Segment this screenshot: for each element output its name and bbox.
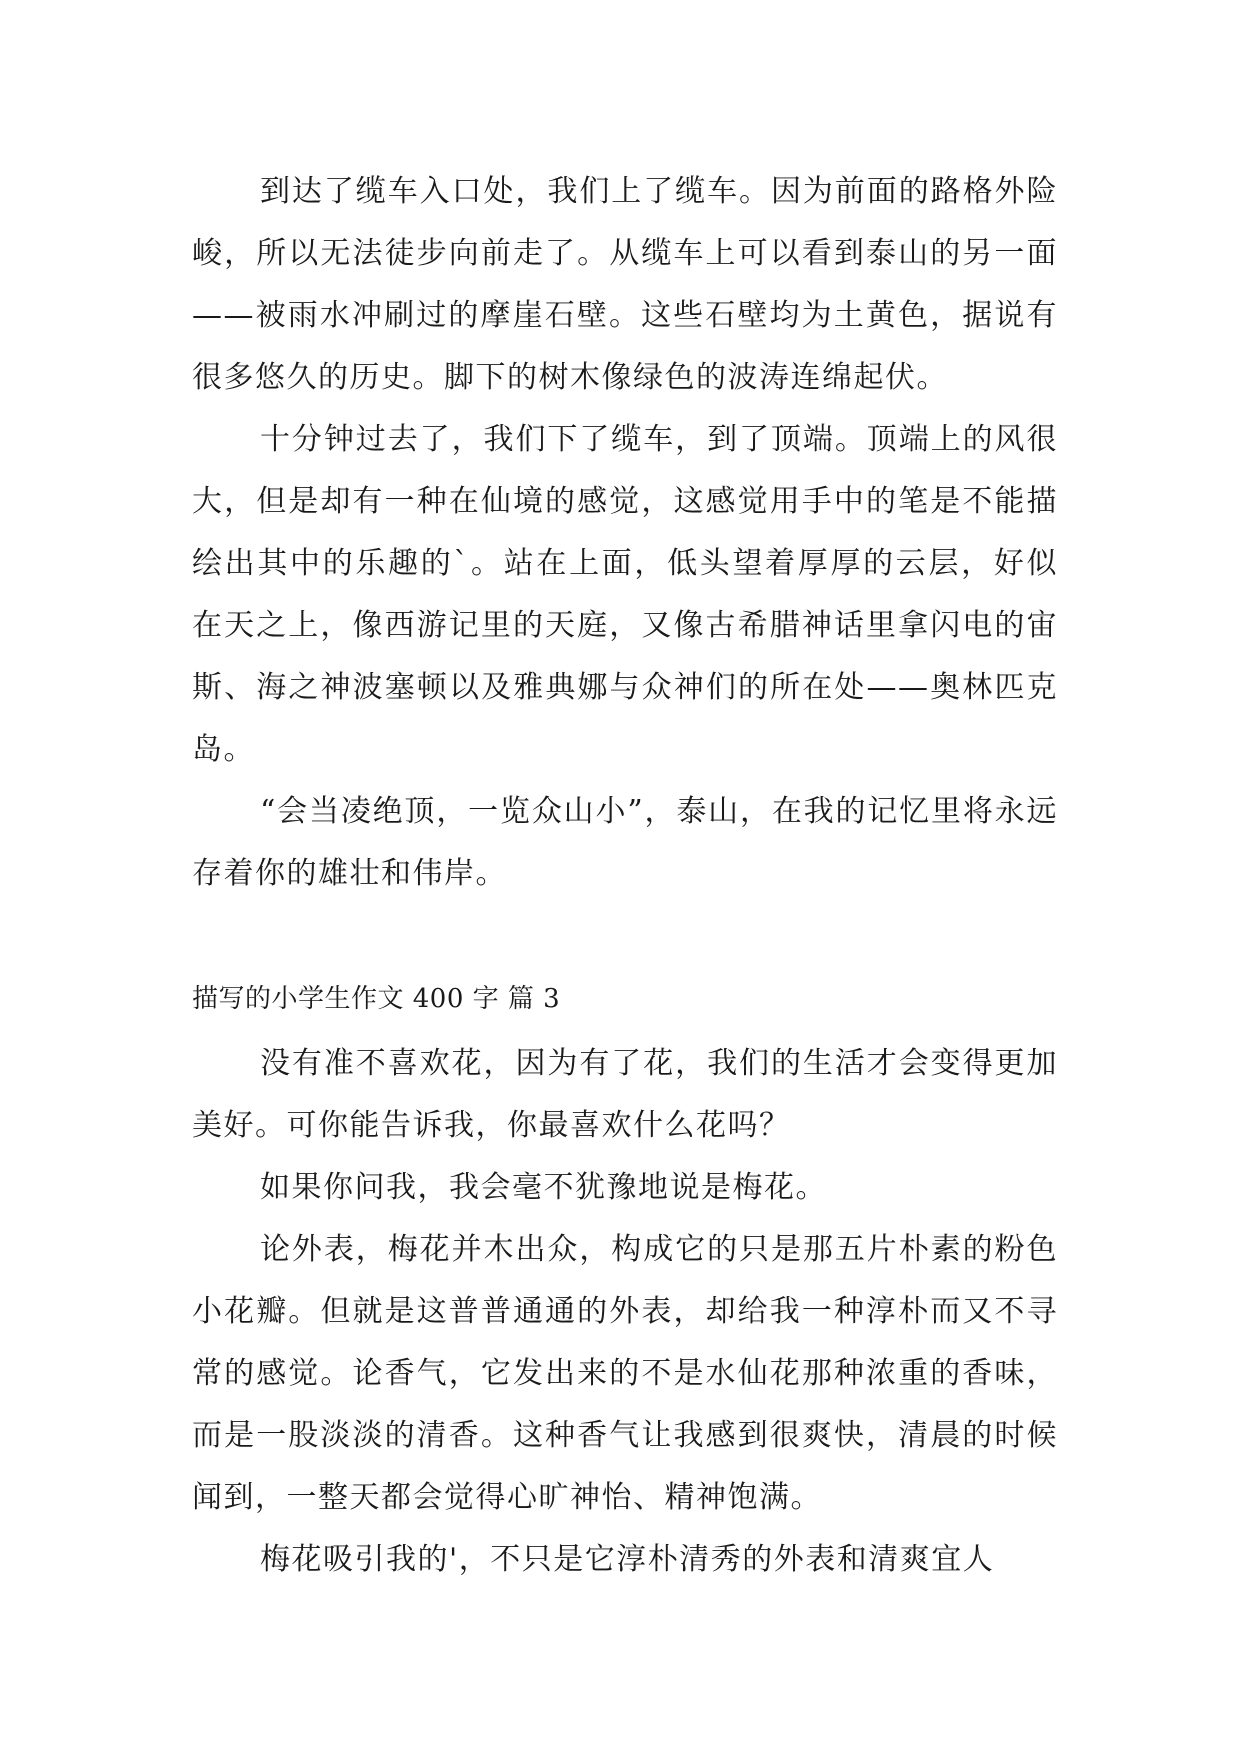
paragraph: 如果你问我，我会毫不犹豫地说是梅花。 [260,1170,827,1205]
paragraph: 没有准不喜欢花，因为有了花，我们的生活才会变得更加美好。可你能告诉我，你最喜欢什么花吗？ [192,1046,1058,1143]
paragraph: 论外表，梅花并木出众，构成它的只是那五片朴素的粉色小花瓣。但就是这普普通通的外表，却给我一种淳朴而又不寻常的感觉。论香气，它发出来的不是水仙花那种浓重的香味，而是一股淡淡的清香。这种香气让我感到很爽快，清晨的时候闻到，一整天都会觉得心旷神怡、精神饱满。 [192,1232,1058,1515]
paragraph: 到达了缆车入口处，我们上了缆车。因为前面的路格外险峻，所以无法徒步向前走了。从缆车上可以看到泰山的另一面——被雨水冲刷过的摩崖石壁。这些石壁均为土黄色，据说有很多悠久的历史。脚下的树木像绿色的波涛连绵起伏。 [192,174,1058,395]
essay-section-2 [192,1033,1058,1591]
essay-heading: 描写的小学生作文 400 字 篇 3 [192,984,561,1014]
paragraph: 梅花吸引我的'，不只是它淳朴清秀的外表和清爽宜人 [260,1542,995,1577]
essay-heading-block [192,979,1058,1019]
essay-section-1 [192,161,1058,905]
paragraph: “会当凌绝顶，一览众山小”，泰山，在我的记忆里将永远存着你的雄壮和伟岸。 [192,794,1058,891]
paragraph: 十分钟过去了，我们下了缆车，到了顶端。顶端上的风很大，但是却有一种在仙境的感觉，这感觉用手中的笔是不能描绘出其中的乐趣的`。站在上面，低头望着厚厚的云层，好似在天之上，像西游记里的天庭，又像古希腊神话里拿闪电的宙斯、海之神波塞顿以及雅典娜与众神们的所在处——奥林匹克岛。 [192,422,1058,767]
